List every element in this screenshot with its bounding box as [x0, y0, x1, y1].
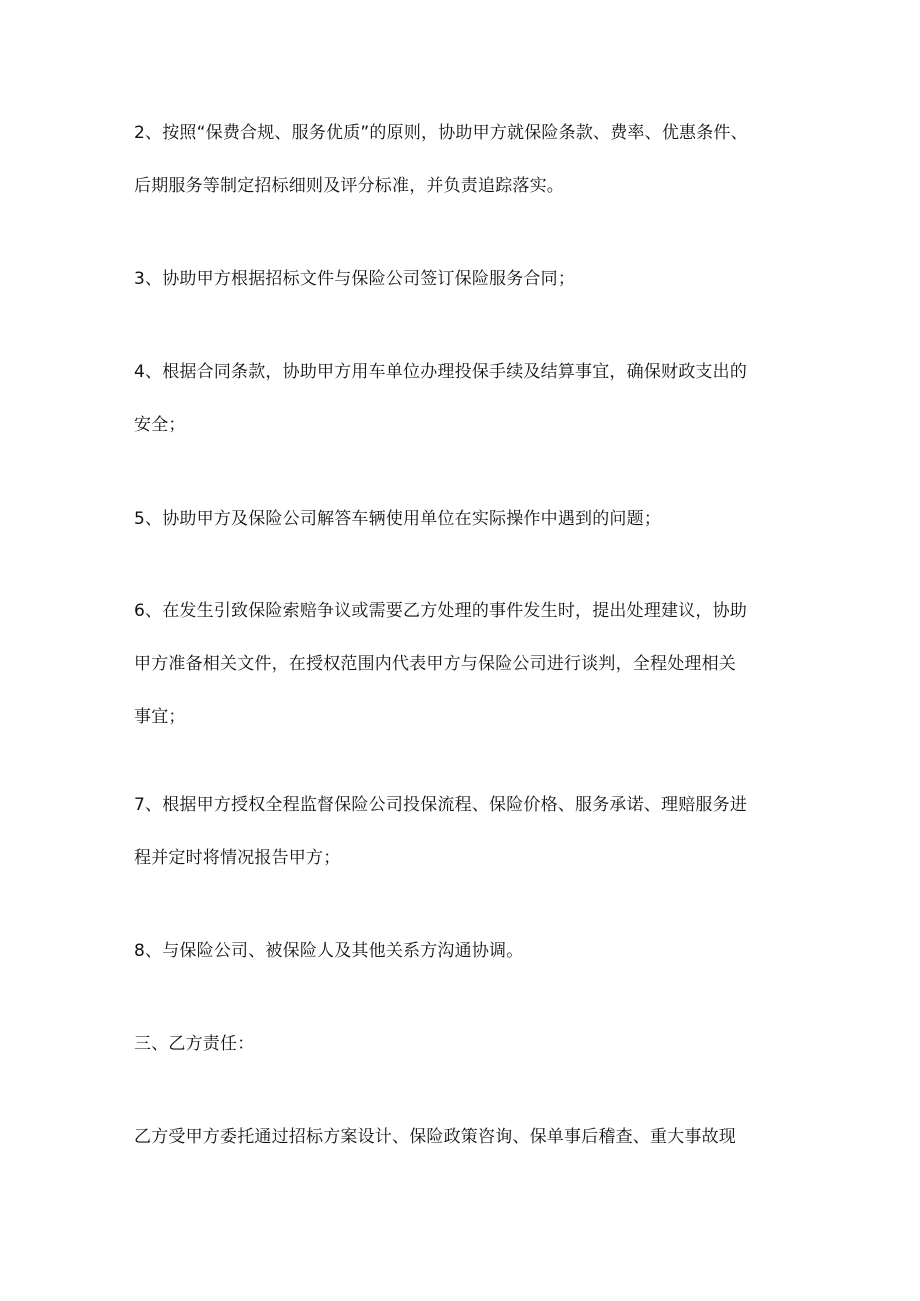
- section-heading-party-b-responsibility: [134, 1031, 824, 1057]
- clause-4: [134, 359, 824, 438]
- clause-7-line-1: 7、根据甲方授权全程监督保险公司投保流程、保险价格、服务承诺、理赔服务进: [134, 795, 748, 815]
- clause-6-line-2: 甲方准备相关文件，在授权范围内代表甲方与保险公司进行谈判，全程处理相关: [134, 654, 736, 674]
- clause-3-line-1: 3、协助甲方根据招标文件与保险公司签订保险服务合同；: [134, 269, 576, 289]
- clause-4-line-2: 安全；: [134, 415, 186, 435]
- clause-8-line-1: 8、与保险公司、被保险人及其他关系方沟通协调。: [134, 941, 524, 961]
- section-heading-text: 三、乙方责任：: [134, 1034, 255, 1054]
- party-b-paragraph-line-1: 乙方受甲方委托通过招标方案设计、保险政策咨询、保单事后稽查、重大事故现: [134, 1127, 736, 1147]
- clause-7-line-2: 程并定时将情况报告甲方；: [134, 848, 341, 868]
- clause-7: [134, 792, 824, 871]
- party-b-paragraph: [134, 1124, 824, 1150]
- clause-2-line-2: 后期服务等制定招标细则及评分标准，并负责追踪落实。: [134, 176, 564, 196]
- clause-4-line-1: 4、根据合同条款，协助甲方用车单位办理投保手续及结算事宜，确保财政支出的: [134, 362, 748, 382]
- clause-2: [134, 120, 824, 199]
- clause-2-line-1: 2、按照“保费合规、服务优质”的原则，协助甲方就保险条款、费率、优惠条件、: [134, 123, 748, 143]
- clause-3: [134, 266, 824, 292]
- clause-6: [134, 598, 824, 730]
- clause-8: [134, 938, 824, 964]
- clause-5: [134, 506, 824, 532]
- clause-5-line-1: 5、协助甲方及保险公司解答车辆使用单位在实际操作中遇到的问题；: [134, 509, 662, 529]
- clause-6-line-3: 事宜；: [134, 707, 186, 727]
- clause-6-line-1: 6、在发生引致保险索赔争议或需要乙方处理的事件发生时，提出处理建议，协助: [134, 601, 748, 621]
